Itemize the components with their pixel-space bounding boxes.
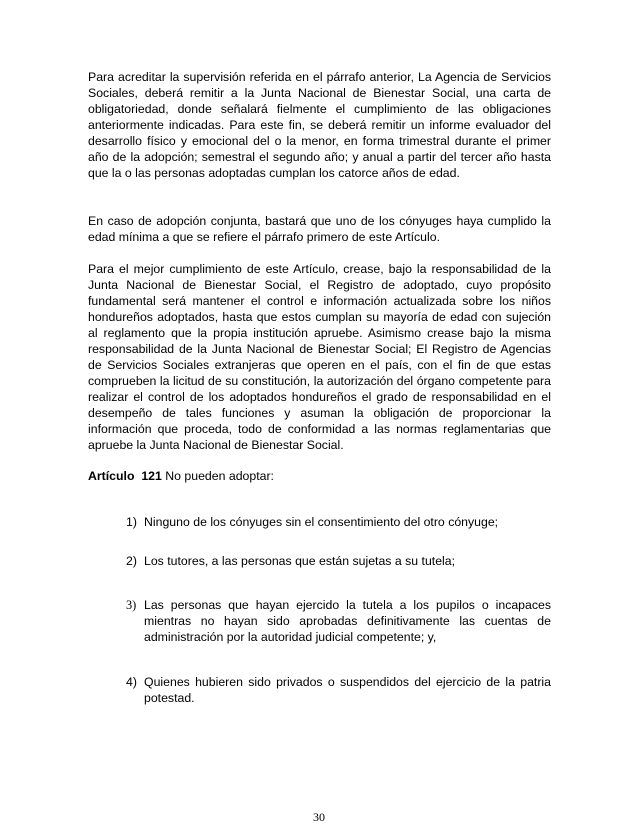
list-item-text: Los tutores, a las personas que están sujetas a su tutela; bbox=[144, 554, 456, 568]
page-number: 30 bbox=[313, 810, 325, 824]
article-heading bbox=[88, 468, 274, 484]
list-item bbox=[126, 553, 551, 569]
paragraph-registro-adoptados: Para el mejor cumplimiento de este Artículo, crease, bajo la responsabilidad de la Junta Nacional de Bienestar Social, el Registro de adoptado, cuyo propósito fundamental será mantener el control e información actualizada sobre los niños hondureños adoptados, hasta que estos cumplan su mayoría de edad con sujeción al reglamento que la propia institución apruebe. Asimismo crease bajo la misma responsabilidad de la Junta Nacional de Bienestar Social; El Registro de Agencias de Servicios Sociales extranjeras que operen en el país, con el fin de que estas comprueben la licitud de su constitución, la autorización del órgano competente para realizar el control de los adoptados hondureños el grado de responsabilidad en el desempeño de tales funciones y asuman la obligación de proporcionar la información que proceda, todo de conformidad a las normas reglamentarias que apruebe la Junta Nacional de Bienestar Social. bbox=[88, 262, 551, 452]
list-item-number: 4) bbox=[126, 675, 137, 689]
paragraph-supervision: Para acreditar la supervisión referida en el párrafo anterior, La Agencia de Servicios Sociales, deberá remitir a la Junta Nacional de Bienestar Social, una carta de obligatoriedad, donde señalará fielmente el cumplimiento de las obligaciones anteriormente indicadas. Para este fin, se deberá remitir un informe evaluador del desarrollo físico y emocional del o la menor, en forma trimestral durante el primer año de la adopción; semestral el segundo año; y anual a partir del tercer año hasta que la o las personas adoptadas cumplan los catorce años de edad. bbox=[88, 70, 551, 180]
article-text: No pueden adoptar: bbox=[165, 469, 274, 483]
list-item-text: Ninguno de los cónyuges sin el consentimiento del otro cónyuge; bbox=[144, 515, 499, 529]
list-item bbox=[126, 674, 551, 706]
list-item-number: 1) bbox=[126, 515, 137, 529]
paragraph-adopcion-conjunta: En caso de adopción conjunta, bastará que uno de los cónyuges haya cumplido la edad mínima a que se refiere el párrafo primero de este Artículo. bbox=[88, 214, 551, 244]
list-item bbox=[126, 597, 551, 645]
article-label: Artículo bbox=[88, 469, 135, 483]
list-item-text: Quienes hubieren sido privados o suspendidos del ejercicio de la patria potestad. bbox=[144, 675, 551, 705]
list-item bbox=[126, 514, 551, 530]
list-item-text: Las personas que hayan ejercido la tutela a los pupilos o incapaces mientras no hayan sido aprobadas definitivamente las cuentas de administración por la autoridad judicial competente; y, bbox=[144, 598, 551, 644]
list-item-number: 3) bbox=[126, 598, 137, 612]
article-number: 121 bbox=[141, 469, 162, 483]
list-item-number: 2) bbox=[126, 554, 137, 568]
